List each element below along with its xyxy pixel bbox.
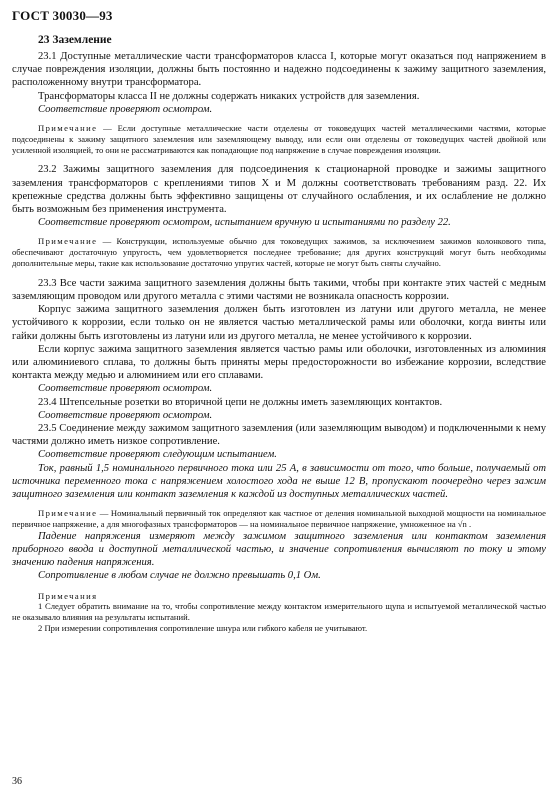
clause-23-3: 23.3 Все части зажима защитного заземления должны быть такими, чтобы при контакте этих частей с медным заземляющим проводом или другого металла с этими частями не возникала опасность коррозии. [12, 277, 546, 303]
note-text: — Если доступные металлические части отделены от токоведущих частей металлическими частями, которые подсоединены к зажиму защитного заземления или заземляющему выводу, или если они отделены от токоведущих частей двойной или усиленной изоляцией, то они не рассматриваются как попадающие под напряжение в случае повреждения изоляции. [12, 123, 546, 155]
clause-23-1: 23.1 Доступные металлические части трансформаторов класса I, которые могут оказаться под напряжением в случае повреждения изоляции, должны быть постоянно и надежно подсоединены к зажиму защитного заземления, расположенному внутри трансформатора. [12, 51, 546, 89]
clause-23-3-material: Корпус зажима защитного заземления должен быть изготовлен из латуни или другого металла, не менее устойчивого к коррозии, если только он не является частью металлической рамы или оболочки, когда винты или гайки должны быть изготовлены из латуни или из другого металла, не менее устойчивого к коррозии. [12, 304, 546, 342]
note-label: Примечание [38, 236, 98, 247]
note-23-1 [12, 123, 546, 155]
clause-23-5: 23.5 Соединение между зажимом защитного заземления (или заземляющим выводом) и подключенными к нему частями должно иметь низкое сопротивление. [12, 423, 546, 448]
test-voltage-drop: Падение напряжения измеряют между зажимом защитного заземления или контактом заземления приборного ввода и доступной металлической частью, и значение сопротивления вычисляют по току и этому значению падения напряжения. [12, 530, 546, 569]
note-item-1: 1 Следует обратить внимание на то, чтобы сопротивление между контактом измерительного щупа и испытуемой металлической частью не оказывало влияния на результаты испытаний. [12, 601, 546, 623]
note-text: — Номинальный первичный ток определяют как частное от деления номинальной выходной мощности на номинальное первичное напряжение, а для многофазных трансформаторов — на номинальное первичное напряжение, умноженное на √n . [12, 508, 546, 530]
test-procedure: Ток, равный 1,5 номинального первичного тока или 25 А, в зависимости от того, что больше, получаемый от источника переменного тока с напряжением холостого хода не выше 12 В, пропускают поочередно через зажим защитного заземления или контакт заземления к каждой из доступных металлических частей. [12, 462, 546, 501]
clause-23-4: 23.4 Штепсельные розетки во вторичной цепи не должны иметь заземляющих контактов. [38, 396, 443, 408]
note-text: — Конструкции, используемые обычно для токоведущих зажимов, за исключением зажимов колонкового типа, обеспечивают достаточную упругость, чем удовлетворяется последнее требование; для других конструкций могут быть необходимы дополнительные меры, такие как использование достаточно упругих частей, которые не могут быть сняты случайно. [12, 236, 546, 269]
compliance-check: Соответствие проверяют следующим испытанием. [38, 449, 277, 461]
test-resistance-limit: Сопротивление в любом случае не должно превышать 0,1 Ом. [38, 570, 321, 582]
page-body [12, 34, 546, 634]
clause-23-2: 23.2 Зажимы защитного заземления для подсоединения к стационарной проводке и зажимы защитного заземления трансформаторов с креплениями типов X и M должны соответствовать требованиям разд. 22. Их крепежные средства должны быть эффективно защищены от случайного ослабления, и их ослабление не должно быть возможным без применения инструмента. [12, 164, 546, 216]
note-23-2 [12, 236, 546, 268]
note-item-2: 2 При измерении сопротивления сопротивление шнура или гибкого кабеля не учитывают. [38, 623, 368, 634]
note-rated-current [12, 508, 546, 530]
note-label: Примечание [38, 123, 98, 134]
clause-23-3-aluminium: Если корпус зажима защитного заземления является частью рамы или оболочки, изготовленных из алюминия или алюминиевого сплава, то должны быть приняты меры предосторожности во избежание коррозии, вследствие контакта между медью и алюминием или его сплавами. [12, 343, 546, 382]
compliance-check: Соответствие проверяют осмотром. [38, 103, 213, 115]
compliance-check: Соответствие проверяют осмотром. [38, 409, 213, 421]
page-number: 36 [12, 776, 22, 787]
compliance-check: Соответствие проверяют осмотром, испытанием вручную и испытаниями по разделу 22. [38, 217, 451, 229]
compliance-check: Соответствие проверяют осмотром. [38, 383, 213, 395]
clause-23-1-class-ii: Трансформаторы класса II не должны содержать никаких устройств для заземления. [38, 90, 420, 102]
standard-header: ГОСТ 30030—93 [12, 8, 113, 23]
section-title: 23 Заземление [38, 34, 112, 46]
notes-heading: Примечания [38, 590, 98, 601]
note-label: Примечание [38, 508, 98, 519]
